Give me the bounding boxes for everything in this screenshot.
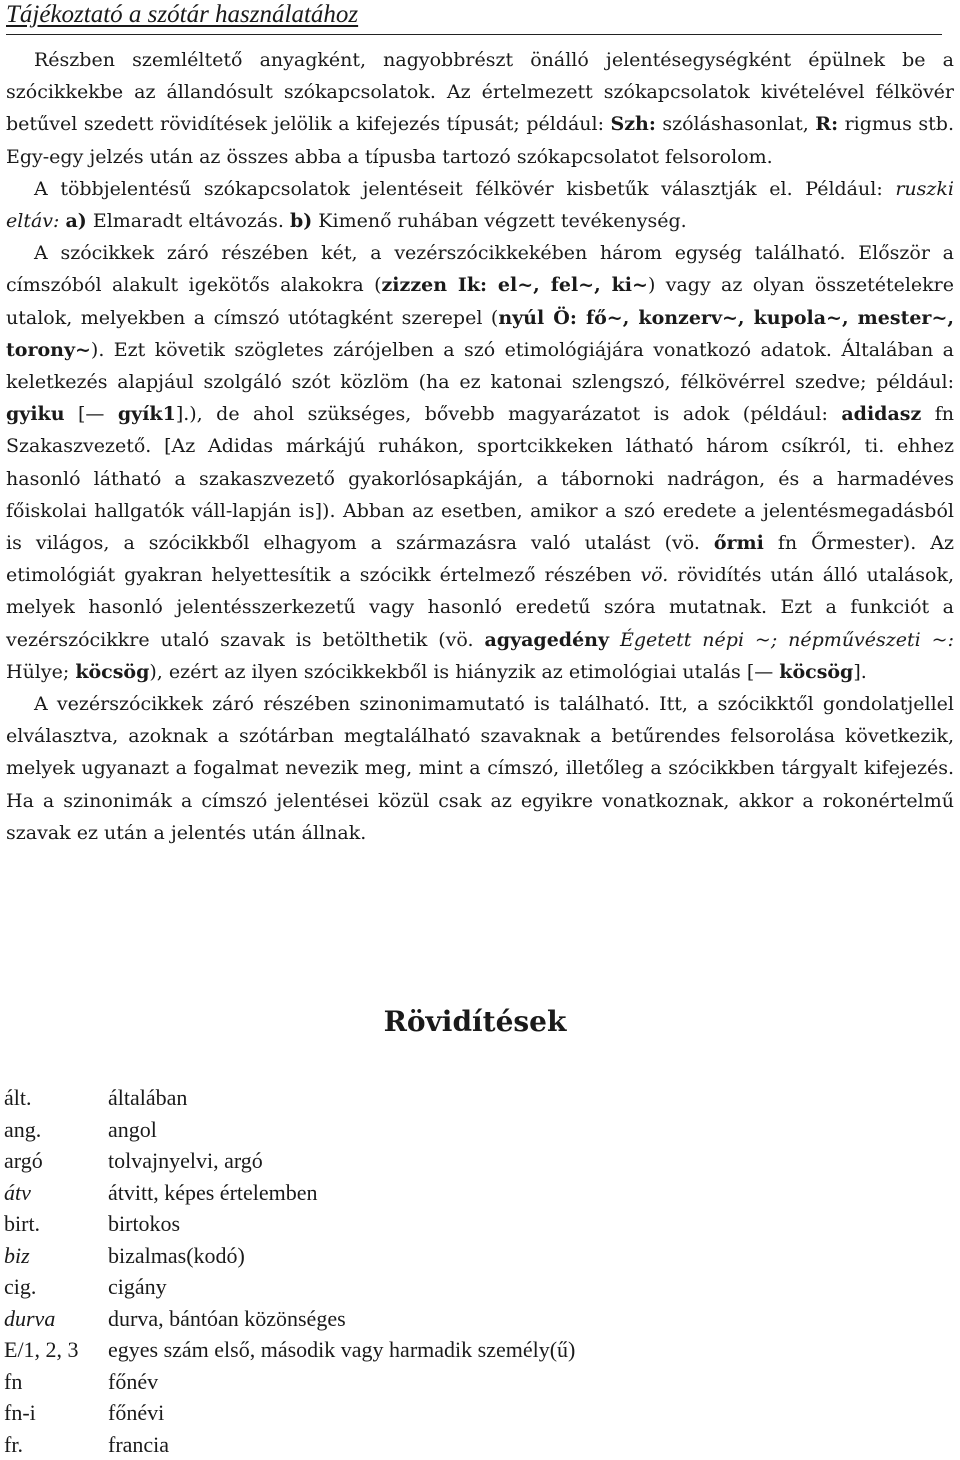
abbreviation-definition: egyes szám első, második vagy harmadik személy(ű) [108,1334,575,1366]
abbreviation-row [4,1271,944,1303]
abbreviation-definition: főnév [108,1366,158,1398]
abbreviation-row [4,1397,944,1429]
paragraph [6,237,954,688]
text-run: A vezérszócikkek záró részében szinonimamutató is található. Itt, a szócikktől gondolatjellel elválasztva, azoknak a szótárban megtalálható szavaknak a betűrendes felsorolása következik, melyek ugyanazt a fogalmat nevezik meg, mint a címszó, illetőleg a szócikkben tárgyalt kifejezés. Ha a szinonimák a címszó jelentései közül csak az egyikre vonatkoznak, akkor a rokonértelmű szavak ez után a jelentés után állnak. [6,693,954,844]
text-run [609,629,620,651]
text-run: ). Ezt követik szögletes zárójelben a szó etimológiájára vonatkozó adatok. Általában a keletkezés alapjául szolgáló szót közlöm (ha ez katonai szlengszó, félkövérrel szedve; például: [6,339,954,393]
abbreviation-definition: angol [108,1114,157,1146]
abbreviation-row [4,1082,944,1114]
text-run: zizzen Ik: el~, fel~, ki~ [382,274,648,296]
abbreviation-row [4,1208,944,1240]
text-run: Égetett népi ~; népművészeti ~: [620,629,954,651]
paragraph [6,688,954,849]
text-run: A szócikkek záró részében két, a vezérszócikkekében három egység található. Először a címszóból alakult igekötős alakokra ( [6,242,954,296]
abbreviation-term: ált. [4,1082,32,1114]
page-header [6,0,942,35]
text-run: ruszki eltáv: [6,178,954,232]
abbreviation-row [4,1240,944,1272]
abbreviation-row [4,1429,944,1460]
text-run: fn Őrmester). Az etimológiát gyakran helyettesítik a szócikk értelmező részében [6,532,954,586]
abbreviation-term: birt. [4,1208,40,1240]
text-run: R: [815,113,838,135]
abbreviation-term: cig. [4,1271,36,1303]
text-run: nyúl Ö: fő~, konzerv~, kupola~, mester~, torony~ [6,307,954,361]
abbreviation-term: biz [4,1240,30,1272]
abbreviation-definition: általában [108,1082,187,1114]
text-run: fn Szakaszvezető. [Az Adidas márkájú ruhákon, sportcikkeken látható három csíkról, ti. ehhez hasonló látható a szakaszvezető gyakorlósapkáján, a tábornoki nadrágon, és a harmadéves főiskolai hallgatók váll-lapján is]). Abban az esetben, amikor a szó eredete a jelentésmegadásból is világos, a szócikkből elhagyom a származásra való utalást (vö. [6,403,954,554]
page-title: Tájékoztató a szótár használatához [6,0,358,30]
text-run: ].), de ahol szükséges, bővebb magyarázatot is adok (például: [176,403,842,425]
text-run: Hülye; [6,661,75,683]
abbreviation-row [4,1145,944,1177]
text-run: Szh: [611,113,656,135]
abbreviation-term: E/1, 2, 3 [4,1334,79,1366]
abbreviation-term: fn-i [4,1397,36,1429]
text-run: [— [65,403,118,425]
text-run: köcsög [779,661,853,683]
body-text [6,44,954,849]
abbreviation-list [4,1082,944,1460]
abbreviation-definition: francia [108,1429,169,1460]
abbreviation-definition: birtokos [108,1208,180,1240]
text-run: gyiku [6,403,65,425]
abbreviation-definition: cigány [108,1271,167,1303]
text-run: vö. [640,564,668,586]
abbreviation-term: átv [4,1177,31,1209]
paragraph [6,44,954,173]
text-run: őrmi [714,532,764,554]
abbreviation-row [4,1177,944,1209]
abbreviation-term: fr. [4,1429,23,1460]
paragraph [6,173,954,237]
abbreviation-term: durva [4,1303,55,1335]
abbreviation-definition: átvitt, képes értelemben [108,1177,318,1209]
abbreviation-row [4,1303,944,1335]
text-run: szóláshasonlat, [656,113,815,135]
text-run: b) [290,210,312,232]
abbreviation-row [4,1366,944,1398]
text-run: adidasz [841,403,921,425]
text-run: ]. [853,661,866,683]
abbreviation-term: fn [4,1366,22,1398]
abbreviation-definition: tolvajnyelvi, argó [108,1145,263,1177]
abbreviation-definition: bizalmas(kodó) [108,1240,245,1272]
abbreviation-definition: főnévi [108,1397,164,1429]
text-run: agyagedény [484,629,609,651]
text-run: A többjelentésű szókapcsolatok jelentéseit félkövér kisbetűk választják el. Például: [34,178,895,200]
text-run: Elmaradt eltávozás. [87,210,290,232]
text-run: rövidítés után álló utalások, melyek hasonló jelentésszerkezetű vagy hasonló eredetű szóra mutatnak. Ezt a funkciót a vezérszócikkre utaló szavak is betölthetik (vö. [6,564,954,650]
abbreviation-row [4,1334,944,1366]
text-run: Részben szemléltető anyagként, nagyobbrészt önálló jelentésegységként épülnek be a szócikkekbe az állandósult szókapcsolatok. Az értelmezett szókapcsolatok kivételével félkövér betűvel szedett rövidítések jelölik a kifejezés típusát; például: [6,49,954,135]
text-run: gyík1 [118,403,176,425]
text-run: a) [65,210,86,232]
abbreviation-term: argó [4,1145,43,1177]
text-run: rigmus stb. Egy-egy jelzés után az összes abba a típusba tartozó szókapcsolatot felsorolom. [6,113,954,167]
abbreviation-row [4,1114,944,1146]
text-run: ), ezért az ilyen szócikkekből is hiányzik az etimológiai utalás [— [149,661,779,683]
text-run: Kimenő ruhában végzett tevékenység. [312,210,686,232]
text-run: köcsög [75,661,149,683]
abbreviation-term: ang. [4,1114,41,1146]
section-title-abbreviations: Rövidítések [0,1002,950,1042]
text-run: ) vagy az olyan összetételekre utalok, melyekben a címszó utótagként szerepel ( [6,274,954,328]
abbreviation-definition: durva, bántóan közönséges [108,1303,346,1335]
